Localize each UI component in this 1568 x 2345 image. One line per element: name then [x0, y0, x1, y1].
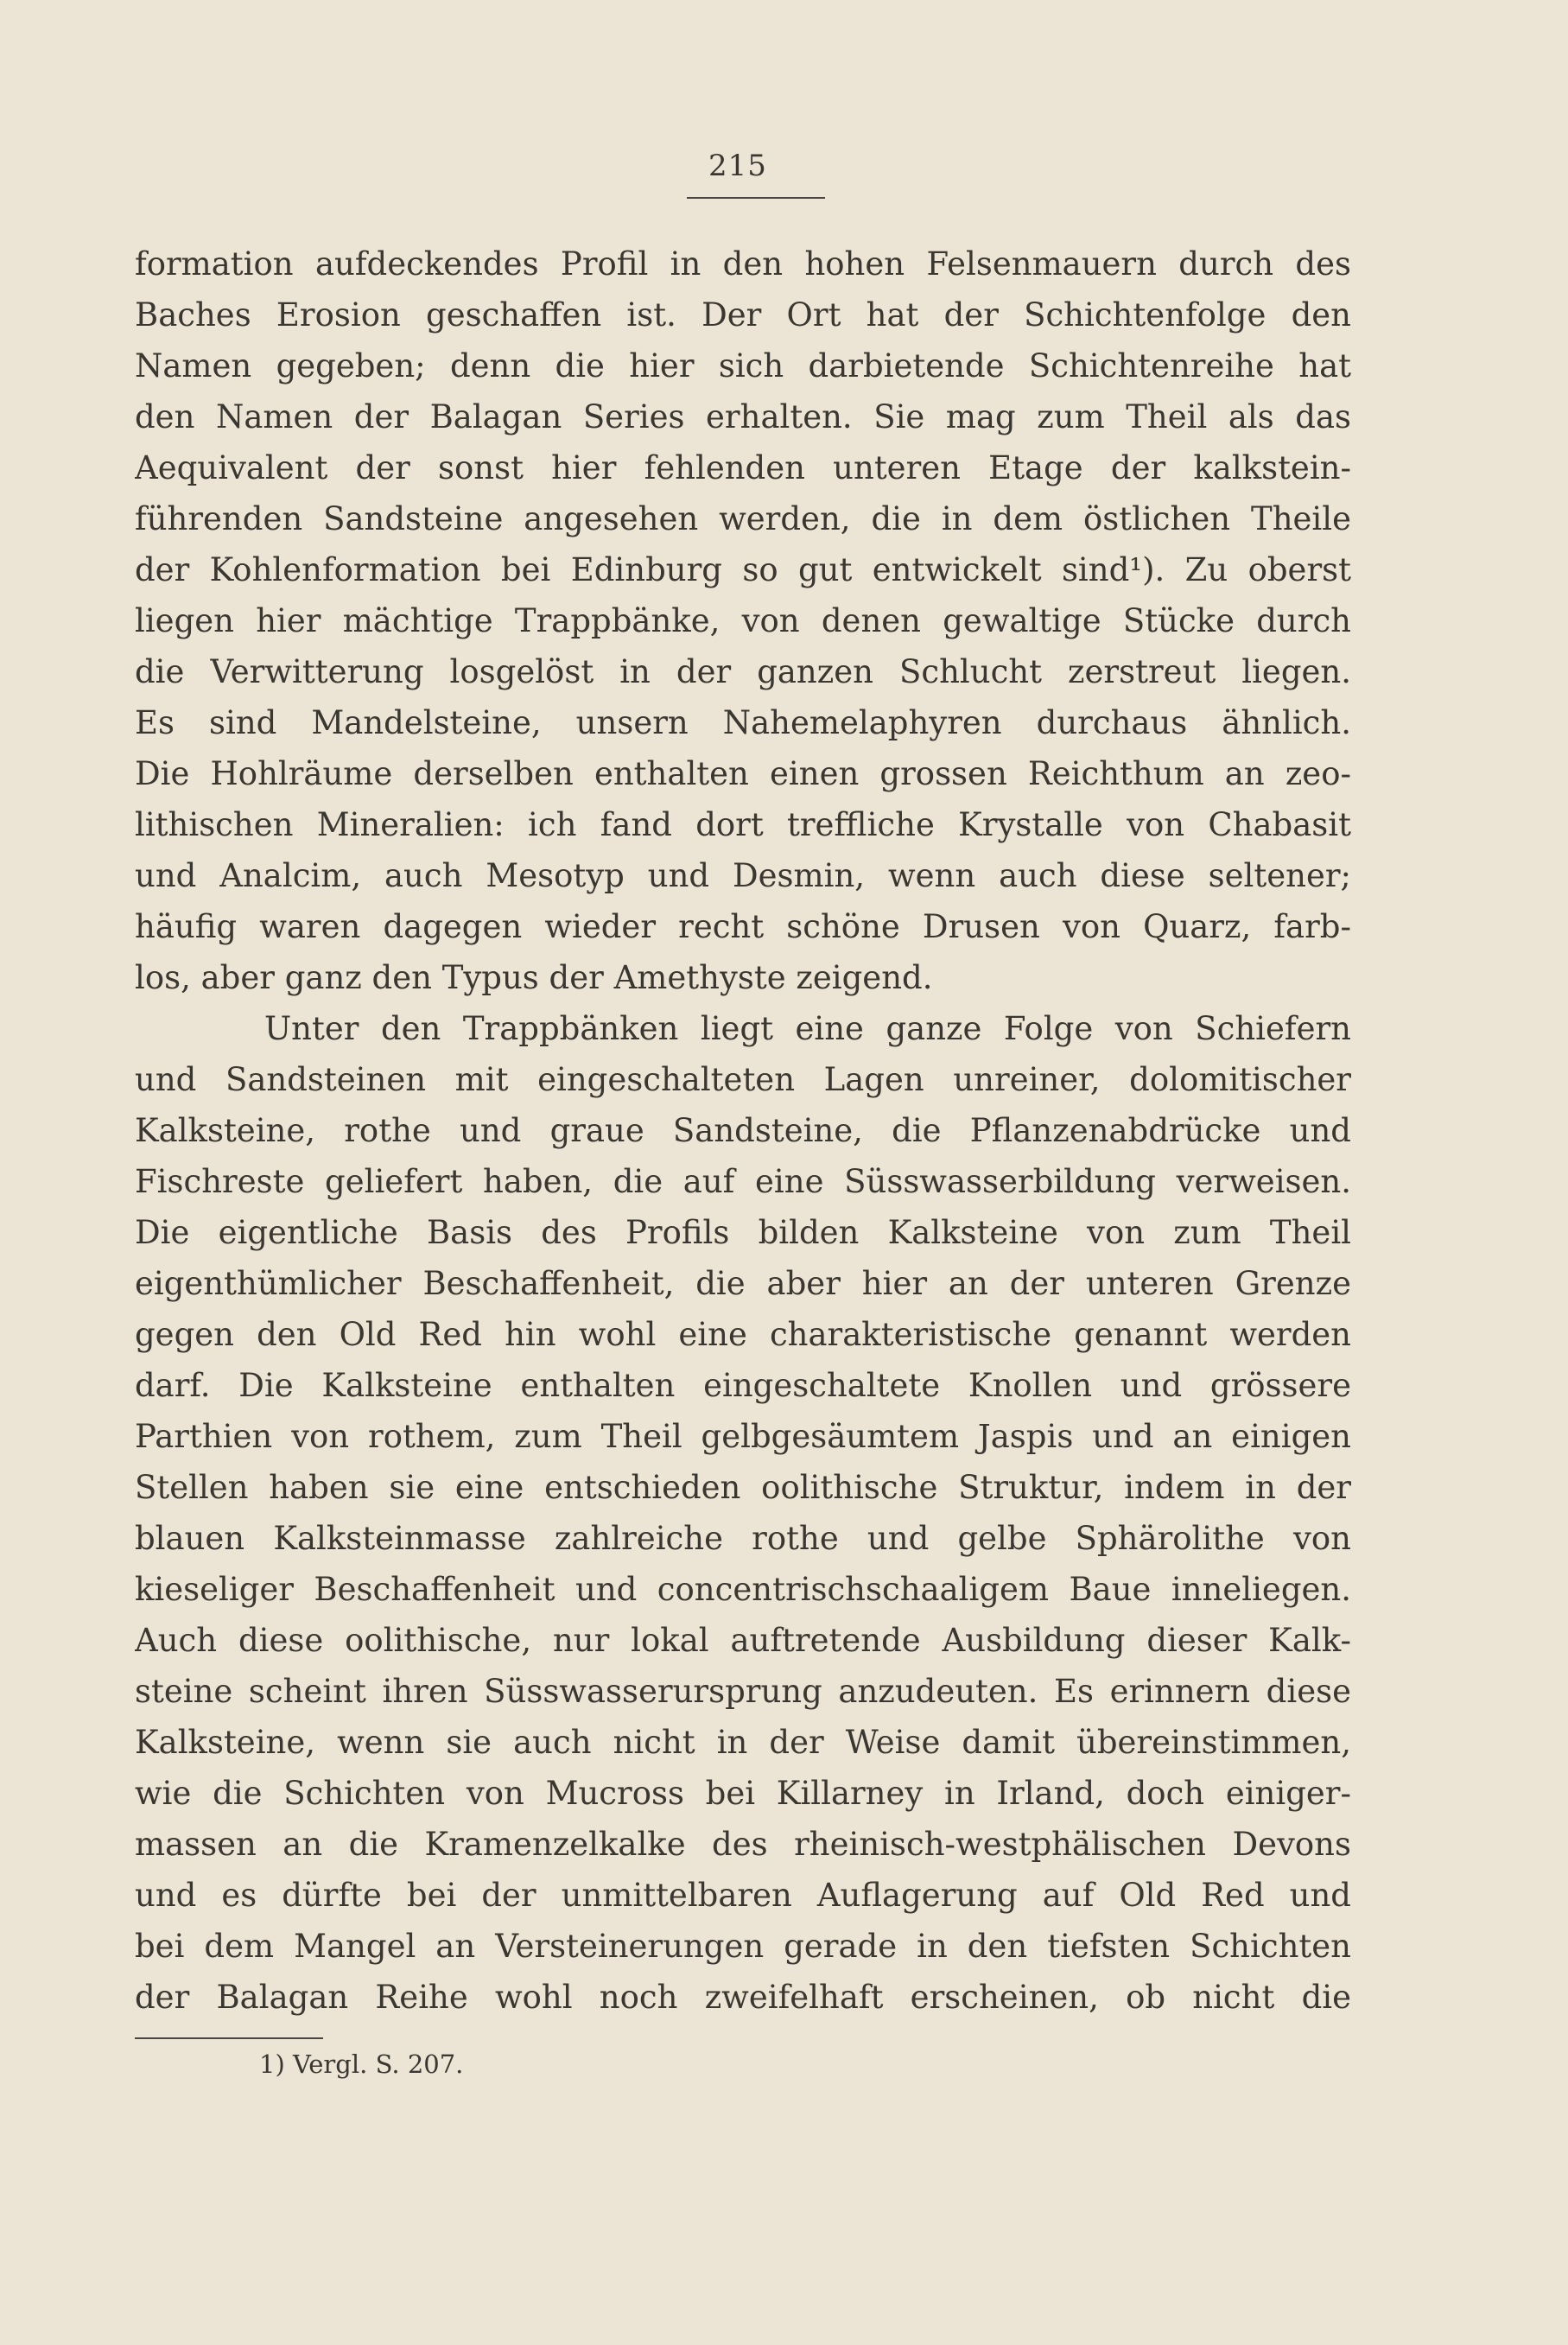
text-line: Kalksteine, rothe und graue Sandsteine, die Pflanzenabdrücke und: [135, 1112, 1351, 1149]
text-line: führenden Sandsteine angesehen werden, die in dem östlichen Theile: [135, 500, 1351, 537]
text-line: Parthien von rothem, zum Theil gelbgesäumtem Jaspis und an einigen: [135, 1418, 1351, 1455]
text-line: und Sandsteinen mit eingeschalteten Lagen unreiner, dolomitischer: [135, 1061, 1351, 1098]
text-line: Namen gegeben; denn die hier sich darbietende Schichtenreihe hat: [135, 347, 1351, 384]
text-line: liegen hier mächtige Trappbänke, von denen gewaltige Stücke durch: [135, 602, 1351, 639]
text-line: bei dem Mangel an Versteinerungen gerade in den tiefsten Schichten: [135, 1928, 1351, 1965]
page-number-rule: [687, 197, 825, 199]
text-line: Die Hohlräume derselben enthalten einen grossen Reichthum an zeo-: [135, 755, 1351, 792]
text-line: massen an die Kramenzelkalke des rheinisch-westphälischen Devons: [135, 1826, 1351, 1863]
text-line: darf. Die Kalksteine enthalten eingeschaltete Knollen und grössere: [135, 1367, 1351, 1404]
page-number: 215: [708, 149, 767, 183]
text-line: eigenthümlicher Beschaffenheit, die aber hier an der unteren Grenze: [135, 1265, 1351, 1302]
footnote-rule: [135, 2037, 323, 2039]
text-line: Es sind Mandelsteine, unsern Nahemelaphyren durchaus ähnlich.: [135, 704, 1351, 741]
text-line: Aequivalent der sonst hier fehlenden unteren Etage der kalkstein-: [135, 449, 1351, 486]
text-line: Auch diese oolithische, nur lokal auftretende Ausbildung dieser Kalk-: [135, 1622, 1351, 1659]
text-line: der Balagan Reihe wohl noch zweifelhaft erscheinen, ob nicht die: [135, 1979, 1351, 2016]
text-line: blauen Kalksteinmasse zahlreiche rothe und gelbe Sphärolithe von: [135, 1520, 1351, 1557]
text-line: gegen den Old Red hin wohl eine charakteristische genannt werden: [135, 1316, 1351, 1353]
text-line: die Verwitterung losgelöst in der ganzen Schlucht zerstreut liegen.: [135, 653, 1351, 690]
footnote: 1) Vergl. S. 207.: [259, 2049, 464, 2079]
text-line: und es dürfte bei der unmittelbaren Auflagerung auf Old Red und: [135, 1877, 1351, 1914]
text-line: kieseliger Beschaffenheit und concentrischschaaligem Baue inneliegen.: [135, 1571, 1351, 1608]
text-line: steine scheint ihren Süsswasserursprung anzudeuten. Es erinnern diese: [135, 1673, 1351, 1710]
text-line: Fischreste geliefert haben, die auf eine Süsswasserbildung verweisen.: [135, 1163, 1351, 1200]
text-line: wie die Schichten von Mucross bei Killarney in Irland, doch einiger-: [135, 1775, 1351, 1812]
text-line: den Namen der Balagan Series erhalten. Sie mag zum Theil als das: [135, 398, 1351, 435]
text-line: Kalksteine, wenn sie auch nicht in der Weise damit übereinstimmen,: [135, 1724, 1351, 1761]
body-text: [135, 238, 1351, 2023]
text-line: der Kohlenformation bei Edinburg so gut entwickelt sind¹). Zu oberst: [135, 551, 1351, 588]
text-line: los, aber ganz den Typus der Amethyste zeigend.: [135, 959, 933, 996]
text-line: Baches Erosion geschaffen ist. Der Ort hat der Schichtenfolge den: [135, 296, 1351, 334]
text-line: häufig waren dagegen wieder recht schöne Drusen von Quarz, farb-: [135, 908, 1351, 945]
text-line: und Analcim, auch Mesotyp und Desmin, wenn auch diese seltener;: [135, 857, 1351, 894]
text-line: Die eigentliche Basis des Profils bilden Kalksteine von zum Theil: [135, 1214, 1351, 1251]
paragraph-start-line: Unter den Trappbänken liegt eine ganze Folge von Schiefern: [264, 1010, 1351, 1047]
text-line: Stellen haben sie eine entschieden oolithische Struktur, indem in der: [135, 1469, 1351, 1506]
text-line: formation aufdeckendes Profil in den hohen Felsenmauern durch des: [135, 245, 1351, 283]
text-line: lithischen Mineralien: ich fand dort treffliche Krystalle von Chabasit: [135, 806, 1351, 843]
